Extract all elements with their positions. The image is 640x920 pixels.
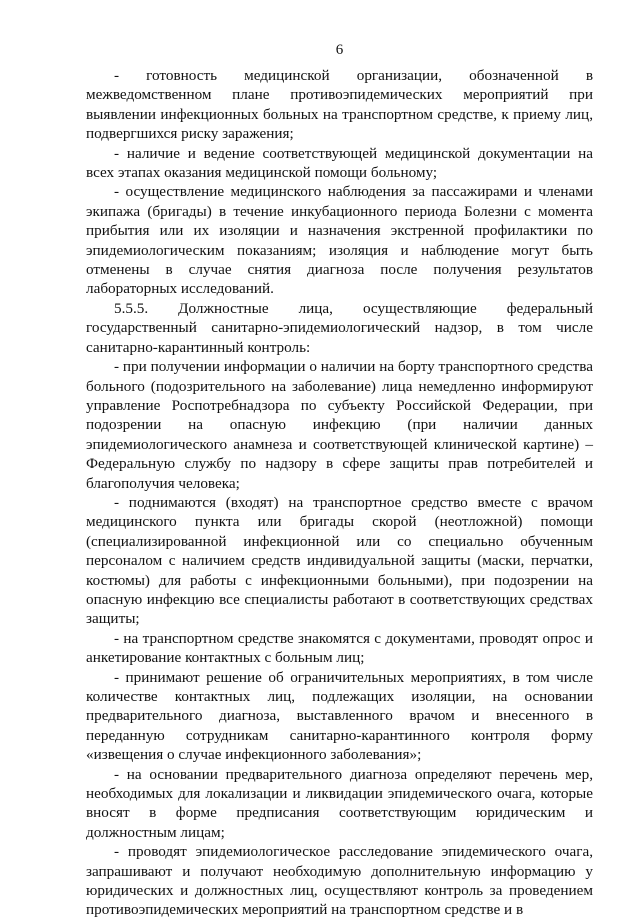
paragraph: - на транспортном средстве знакомятся с документами, проводят опрос и анкетирование контактных с больным лиц; (86, 629, 593, 667)
paragraph: - принимают решение об ограничительных мероприятиях, в том числе количестве контактных лиц, подлежащих изоляции, на основании предварительного диагноза, выставленного врачом и внесенного в переданную сотрудникам санитарно-карантинного контроля форму «извещения о случае инфекционного заболевания»; (86, 668, 593, 764)
page-number: 6 (335, 42, 344, 58)
paragraph: - поднимаются (входят) на транспортное средство вместе с врачом медицинского пункта или бригады скорой (неотложной) помощи (специализированной инфекционной или со специально обученным персоналом с наличием средств индивидуальной защиты (маски, перчатки, костюмы) для работы с инфекционными больными), при подозрении на опасную инфекцию все специалисты работают в соответствующих средствах защиты; (86, 493, 593, 628)
paragraph: - проводят эпидемиологическое расследование эпидемического очага, запрашивают и получают необходимую дополнительную информацию у юридических и должностных лиц, осуществляют контроль за проведением противоэпидемических мероприятий на транспортном средстве и в (86, 843, 593, 919)
section-heading-paragraph: 5.5.5. Должностные лица, осуществляющие федеральный государственный санитарно-эпидемиологический надзор, в том числе санитарно-карантинный контроль: (86, 299, 593, 356)
paragraph: - при получении информации о наличии на борту транспортного средства больного (подозрительного на заболевание) лица немедленно информируют управление Роспотребнадзора по субъекту Российской Федерации, при подозрении на опасную инфекцию (при наличии данных эпидемиологического анамнеза и соответствующей клинической картине) – Федеральную службу по надзору в сфере защиты прав потребителей и благополучия человека; (86, 358, 593, 492)
paragraph: - готовность медицинской организации, обозначенной в межведомственном плане противоэпидемических мероприятий при выявлении инфекционных больных на транспортном средстве, к приему лиц, подвергшихся риску заражения; (86, 67, 593, 143)
document-body (86, 66, 593, 920)
paragraph: - наличие и ведение соответствующей медицинской документации на всех этапах оказания медицинской помощи больному; (86, 144, 593, 182)
paragraph: - на основании предварительного диагноза определяют перечень мер, необходимых для локализации и ликвидации эпидемического очага, которые вносят в форме предписания соответствующим юридическим и должностным лицам; (86, 765, 593, 841)
paragraph: - осуществление медицинского наблюдения за пассажирами и членами экипажа (бригады) в течение инкубационного периода Болезни с момента прибытия или их изоляции и назначения экстренной профилактики по эпидемиологическим показаниям; изоляция и наблюдение могут быть отменены в случае снятия диагноза после получения результатов лабораторных исследований. (86, 183, 593, 298)
